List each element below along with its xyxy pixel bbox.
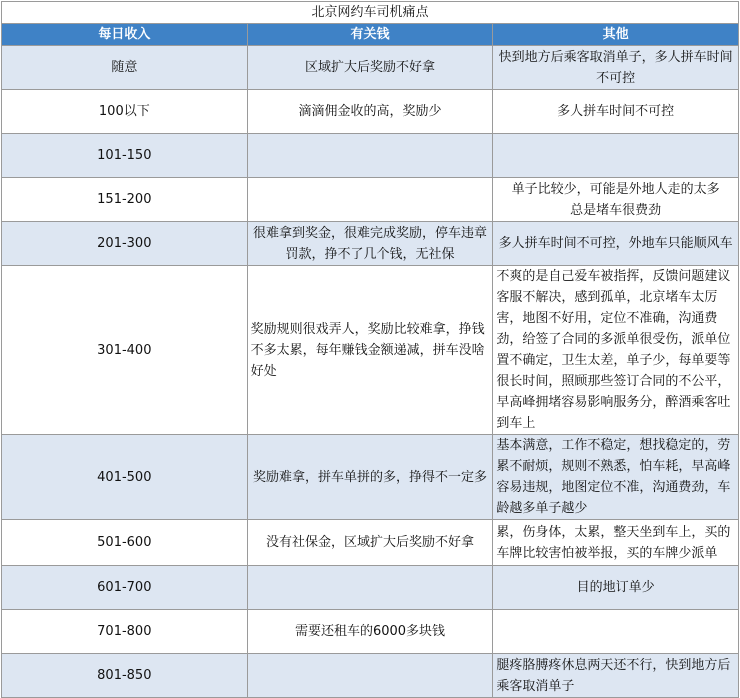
income-cell: 601-700: [2, 566, 248, 610]
other-cell: 目的地订单少: [493, 566, 739, 610]
header-money: 有关钱: [247, 24, 493, 46]
money-cell: 滴滴佣金收的高，奖励少: [247, 90, 493, 134]
money-cell: 没有社保金，区域扩大后奖励不好拿: [247, 520, 493, 566]
other-cell: 单子比较少，可能是外地人走的太多 总是堵车很费劲: [493, 178, 739, 222]
income-cell: 151-200: [2, 178, 248, 222]
table-row: [2, 654, 739, 698]
money-cell: [247, 654, 493, 698]
other-cell: [493, 610, 739, 654]
income-cell: 801-850: [2, 654, 248, 698]
table-row: [2, 134, 739, 178]
table-row: [2, 435, 739, 520]
other-cell: 多人拼车时间不可控: [493, 90, 739, 134]
income-cell: 301-400: [2, 266, 248, 435]
money-cell: [247, 134, 493, 178]
header-other: 其他: [493, 24, 739, 46]
money-cell: 很难拿到奖金，很难完成奖励，停车违章罚款，挣不了几个钱，无社保: [247, 222, 493, 266]
table-row: [2, 610, 739, 654]
other-cell: 快到地方后乘客取消单子，多人拼车时间不可控: [493, 46, 739, 90]
other-cell: [493, 134, 739, 178]
table-row: [2, 178, 739, 222]
income-cell: 101-150: [2, 134, 248, 178]
money-cell: 奖励难拿，拼车单拼的多，挣得不一定多: [247, 435, 493, 520]
table-row: [2, 46, 739, 90]
table-row: [2, 222, 739, 266]
income-cell: 501-600: [2, 520, 248, 566]
table-row: [2, 90, 739, 134]
money-cell: 区域扩大后奖励不好拿: [247, 46, 493, 90]
money-cell: 需要还租车的6000多块钱: [247, 610, 493, 654]
income-cell: 201-300: [2, 222, 248, 266]
income-cell: 随意: [2, 46, 248, 90]
other-cell: 累，伤身体，太累，整天坐到车上，买的车牌比较害怕被举报，买的车牌少派单: [493, 520, 739, 566]
income-cell: 100以下: [2, 90, 248, 134]
other-cell: 腿疼胳膊疼休息两天还不行，快到地方后乘客取消单子: [493, 654, 739, 698]
other-cell: 多人拼车时间不可控，外地车只能顺风车: [493, 222, 739, 266]
header-income: 每日收入: [2, 24, 248, 46]
table-row: [2, 266, 739, 435]
table-row: [2, 520, 739, 566]
other-cell: 基本满意，工作不稳定，想找稳定的，劳累不耐烦，规则不熟悉，怕车耗，早高峰容易违规，地图定位不准，沟通费劲，车龄越多单子越少: [493, 435, 739, 520]
money-cell: [247, 178, 493, 222]
other-cell: 不爽的是自己爱车被指挥，反馈问题建议客服不解决，感到孤单，北京堵车太厉害，地图不好用，定位不准确，沟通费劲，给签了合同的多派单很受伤，派单位置不确定，卫生太差，单子少，每单要等很长时间，照顾那些签订合同的不公平，早高峰拥堵容易影响服务分，醉酒乘客吐到车上: [493, 266, 739, 435]
table-row: [2, 566, 739, 610]
pain-points-table: [1, 1, 739, 698]
income-cell: 401-500: [2, 435, 248, 520]
income-cell: 701-800: [2, 610, 248, 654]
money-cell: 奖励规则很戏弄人，奖励比较难拿，挣钱不多太累，每年赚钱金额递减，拼车没啥好处: [247, 266, 493, 435]
table-title: 北京网约车司机痛点: [2, 2, 739, 24]
money-cell: [247, 566, 493, 610]
